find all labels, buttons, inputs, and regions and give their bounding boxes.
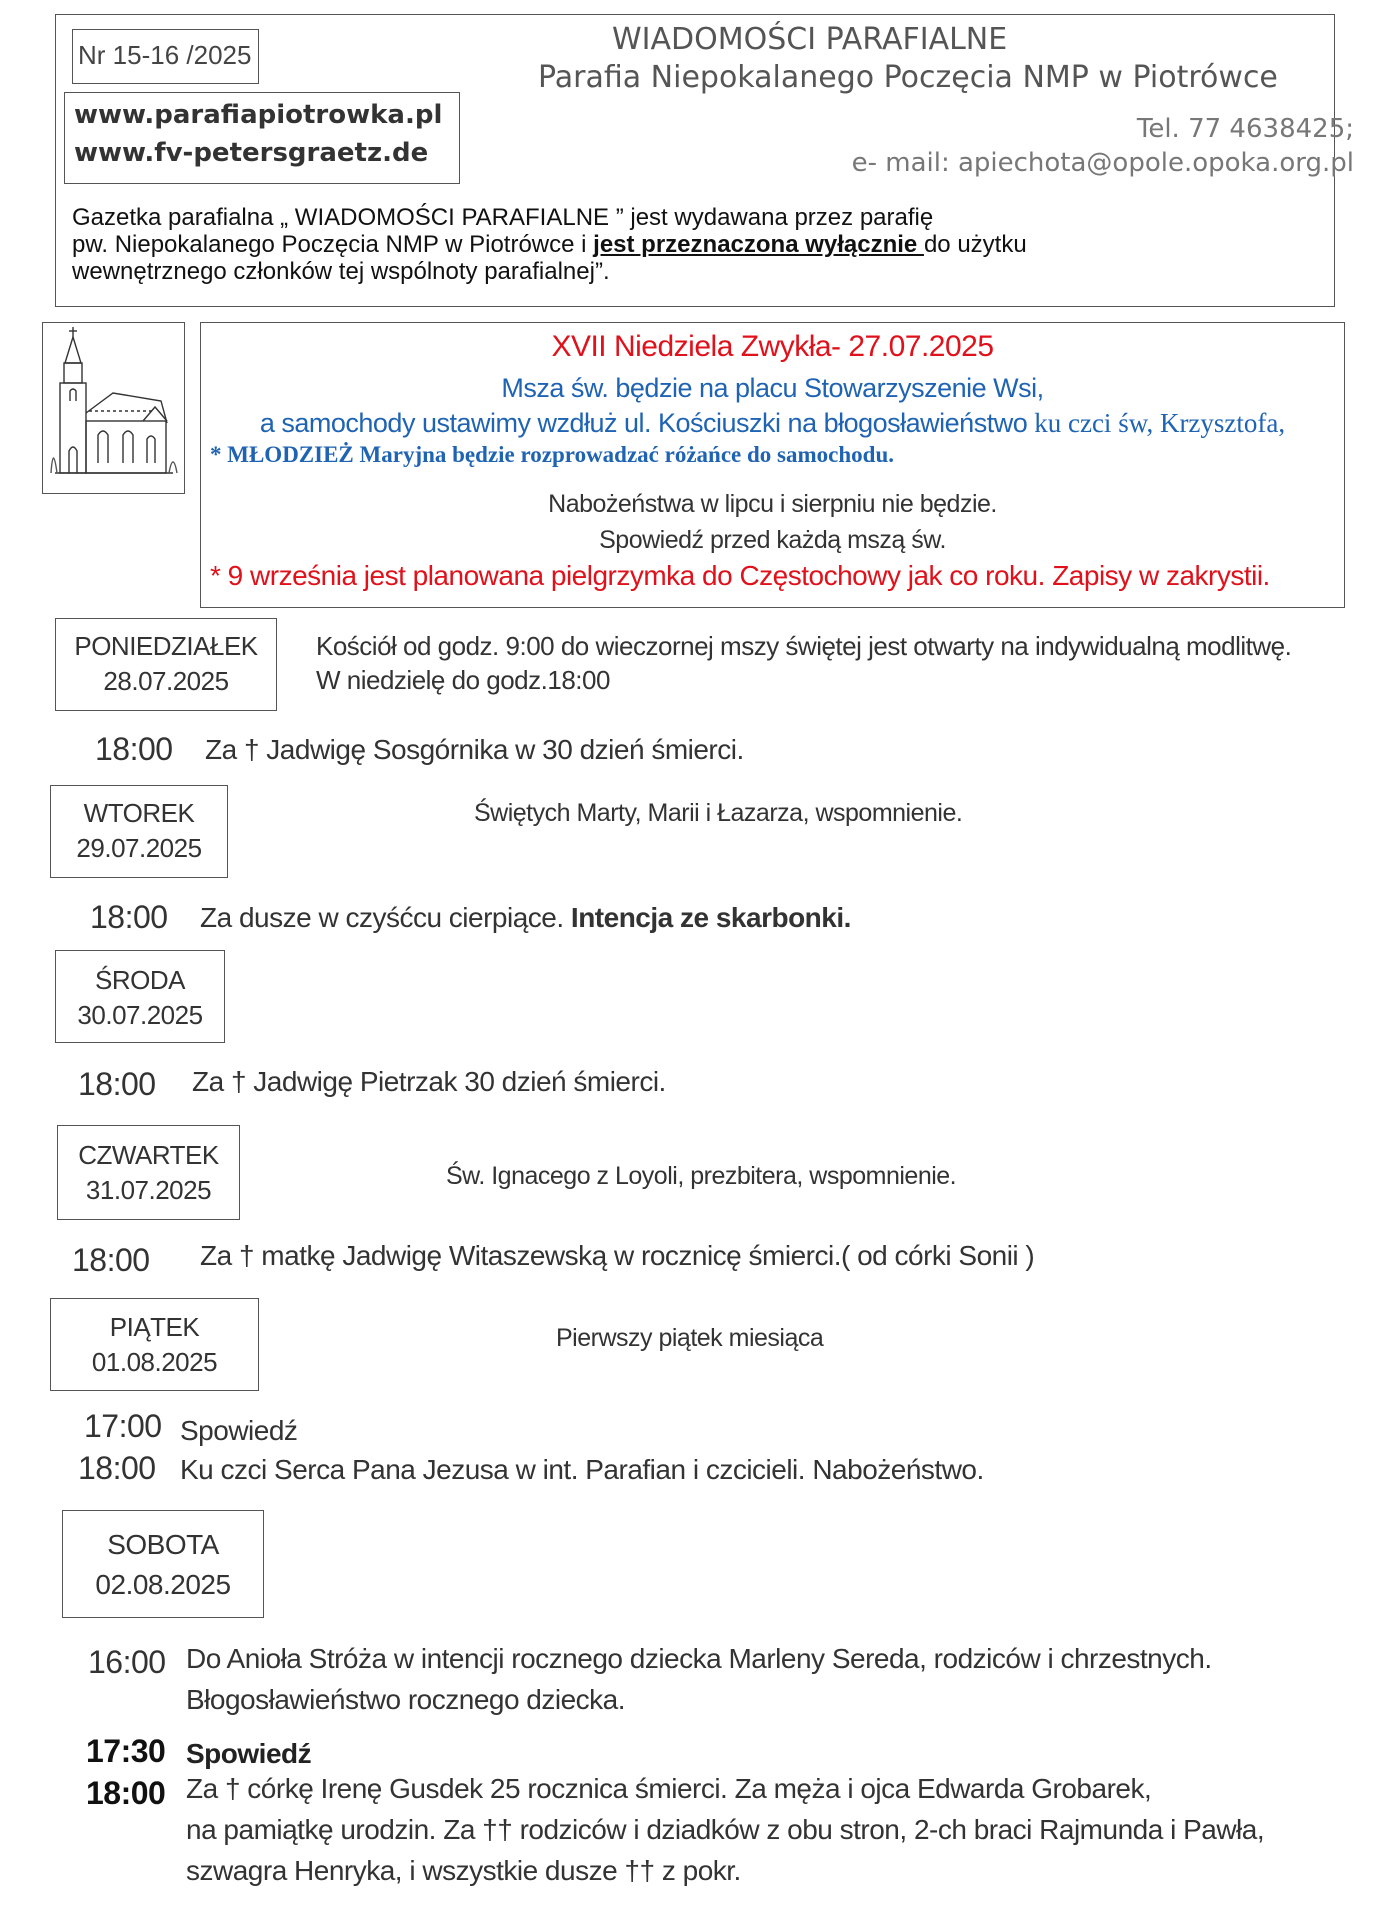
feast-note: Pierwszy piątek miesiąca bbox=[556, 1324, 824, 1352]
notice-line-3: wewnętrznego członków tej wspólnoty parafialnej”. bbox=[72, 258, 610, 285]
day-name: ŚRODA bbox=[95, 965, 185, 995]
mass-intention: Za † Jadwigę Pietrzak 30 dzień śmierci. bbox=[192, 1066, 666, 1097]
sunday-line-5: Spowiedź przed każdą mszą św. bbox=[599, 526, 946, 554]
mass-intention: Ku czci Serca Pana Jezusa w int. Parafian i czcicieli. Nabożeństwo. bbox=[180, 1454, 984, 1485]
mass-intention-line-3: szwagra Henryka, i wszystkie dusze †† z pokr. bbox=[186, 1855, 741, 1886]
confession-time: 17:00 bbox=[84, 1408, 162, 1444]
email[interactable]: e- mail: apiechota@opole.opoka.org.pl bbox=[851, 148, 1354, 178]
notice-emphasis: jest przeznaczona wyłącznie bbox=[593, 231, 924, 258]
feast-note: Św. Ignacego z Loyoli, prezbitera, wspomnienie. bbox=[446, 1162, 957, 1190]
day-name: PONIEDZIAŁEK bbox=[74, 631, 258, 661]
day-date: 02.08.2025 bbox=[95, 1569, 231, 1600]
usage-notice bbox=[72, 204, 1312, 285]
day-box-tuesday bbox=[50, 785, 228, 878]
sunday-pilgrimage-note: * 9 września jest planowana pielgrzymka do Częstochowy jak co roku. Zapisy w zakrystii. bbox=[210, 560, 1270, 591]
sunday-line-4: Nabożeństwa w lipcu i sierpniu nie będzie. bbox=[548, 490, 997, 518]
sunday-hours-note: W niedzielę do godz.18:00 bbox=[316, 665, 610, 695]
newsletter-title: WIADOMOŚCI PARAFIALNE bbox=[612, 22, 1008, 57]
feast-note: Świętych Marty, Marii i Łazarza, wspomnienie. bbox=[474, 799, 963, 827]
day-name: WTOREK bbox=[83, 798, 195, 828]
sunday-line-2 bbox=[200, 408, 1345, 439]
sunday-title: XVII Niedziela Zwykła- 27.07.2025 bbox=[551, 330, 994, 363]
mass-intention-line-1: Za † córkę Irenę Gusdek 25 rocznica śmierci. Za męża i ojca Edwarda Grobarek, bbox=[186, 1773, 1152, 1804]
mass-time: 18:00 bbox=[95, 731, 173, 767]
mass-intention bbox=[200, 902, 851, 934]
day-name: SOBOTA bbox=[107, 1529, 219, 1560]
mass-intention-line-2: Błogosławieństwo rocznego dziecka. bbox=[186, 1684, 626, 1715]
day-date: 28.07.2025 bbox=[103, 666, 229, 696]
day-name: CZWARTEK bbox=[78, 1140, 219, 1170]
phone: Tel. 77 4638425; bbox=[1136, 114, 1354, 144]
mass-intention: Za † matkę Jadwigę Witaszewską w rocznicę śmierci.( od córki Sonii ) bbox=[200, 1240, 1035, 1271]
day-date: 31.07.2025 bbox=[85, 1175, 212, 1205]
church-icon bbox=[43, 323, 183, 491]
confession-label: Spowiedź bbox=[180, 1415, 298, 1446]
notice-line-2-text: pw. Niepokalanego Poczęcia NMP w Piotrówce i bbox=[72, 231, 594, 258]
issue-number: Nr 15-16 /2025 bbox=[78, 40, 252, 70]
day-box-friday bbox=[50, 1298, 259, 1391]
mass-intention-line-1: Do Anioła Stróża w intencji rocznego dziecka Marleny Sereda, rodziców i chrzestnych. bbox=[186, 1643, 1212, 1674]
mass-time: 16:00 bbox=[88, 1644, 166, 1680]
church-image-frame bbox=[42, 322, 185, 494]
mass-time: 18:00 bbox=[72, 1242, 150, 1278]
sunday-line-1: Msza św. będzie na placu Stowarzyszenie Wsi, bbox=[501, 373, 1044, 403]
day-name: PIĄTEK bbox=[109, 1312, 200, 1342]
day-box-monday bbox=[55, 618, 277, 711]
website-link-2[interactable]: www.fv-petersgraetz.de bbox=[74, 138, 429, 168]
day-box-wednesday bbox=[55, 950, 225, 1043]
day-date: 30.07.2025 bbox=[77, 1000, 203, 1030]
sunday-youth-note: * MŁODZIEŻ Maryjna będzie rozprowadzać różańce do samochodu. bbox=[210, 442, 895, 467]
mass-intention-line-2: na pamiątkę urodzin. Za †† rodziców i dziadków z obu stron, 2-ch braci Rajmunda i Pawła, bbox=[186, 1814, 1265, 1845]
mass-time: 18:00 bbox=[78, 1066, 156, 1102]
sunday-line-2-serif: ku czci św, Krzysztofa, bbox=[1034, 408, 1286, 438]
notice-line-1: Gazetka parafialna „ WIADOMOŚCI PARAFIALNE ” jest wydawana przez parafię bbox=[72, 204, 934, 231]
mass-intention: Za † Jadwigę Sosgórnika w 30 dzień śmierci. bbox=[205, 734, 744, 765]
notice-line-2-end: do użytku bbox=[923, 231, 1027, 258]
intention-text: Za dusze w czyśćcu cierpiące. bbox=[200, 902, 571, 933]
day-date: 01.08.2025 bbox=[91, 1347, 218, 1377]
mass-time: 18:00 bbox=[78, 1450, 156, 1486]
church-open-note: Kościół od godz. 9:00 do wieczornej mszy świętej jest otwarty na indywidualną modlitwę. bbox=[316, 631, 1292, 661]
intention-emphasis: Intencja ze skarbonki. bbox=[570, 902, 851, 933]
day-box-thursday bbox=[57, 1125, 240, 1220]
sunday-line-2-text: a samochody ustawimy wzdłuż ul. Kościuszki na błogosławieństwo bbox=[259, 408, 1035, 438]
website-link-1[interactable]: www.parafiapiotrowka.pl bbox=[74, 100, 443, 130]
notice-line-2 bbox=[72, 231, 1312, 258]
confession-time: 17:30 bbox=[86, 1733, 166, 1769]
confession-label: Spowiedź bbox=[186, 1738, 312, 1769]
day-box-saturday bbox=[62, 1510, 264, 1618]
parish-name: Parafia Niepokalanego Poczęcia NMP w Piotrówce bbox=[538, 60, 1278, 95]
mass-time: 18:00 bbox=[86, 1775, 166, 1811]
mass-time: 18:00 bbox=[90, 899, 168, 935]
day-date: 29.07.2025 bbox=[76, 833, 202, 863]
